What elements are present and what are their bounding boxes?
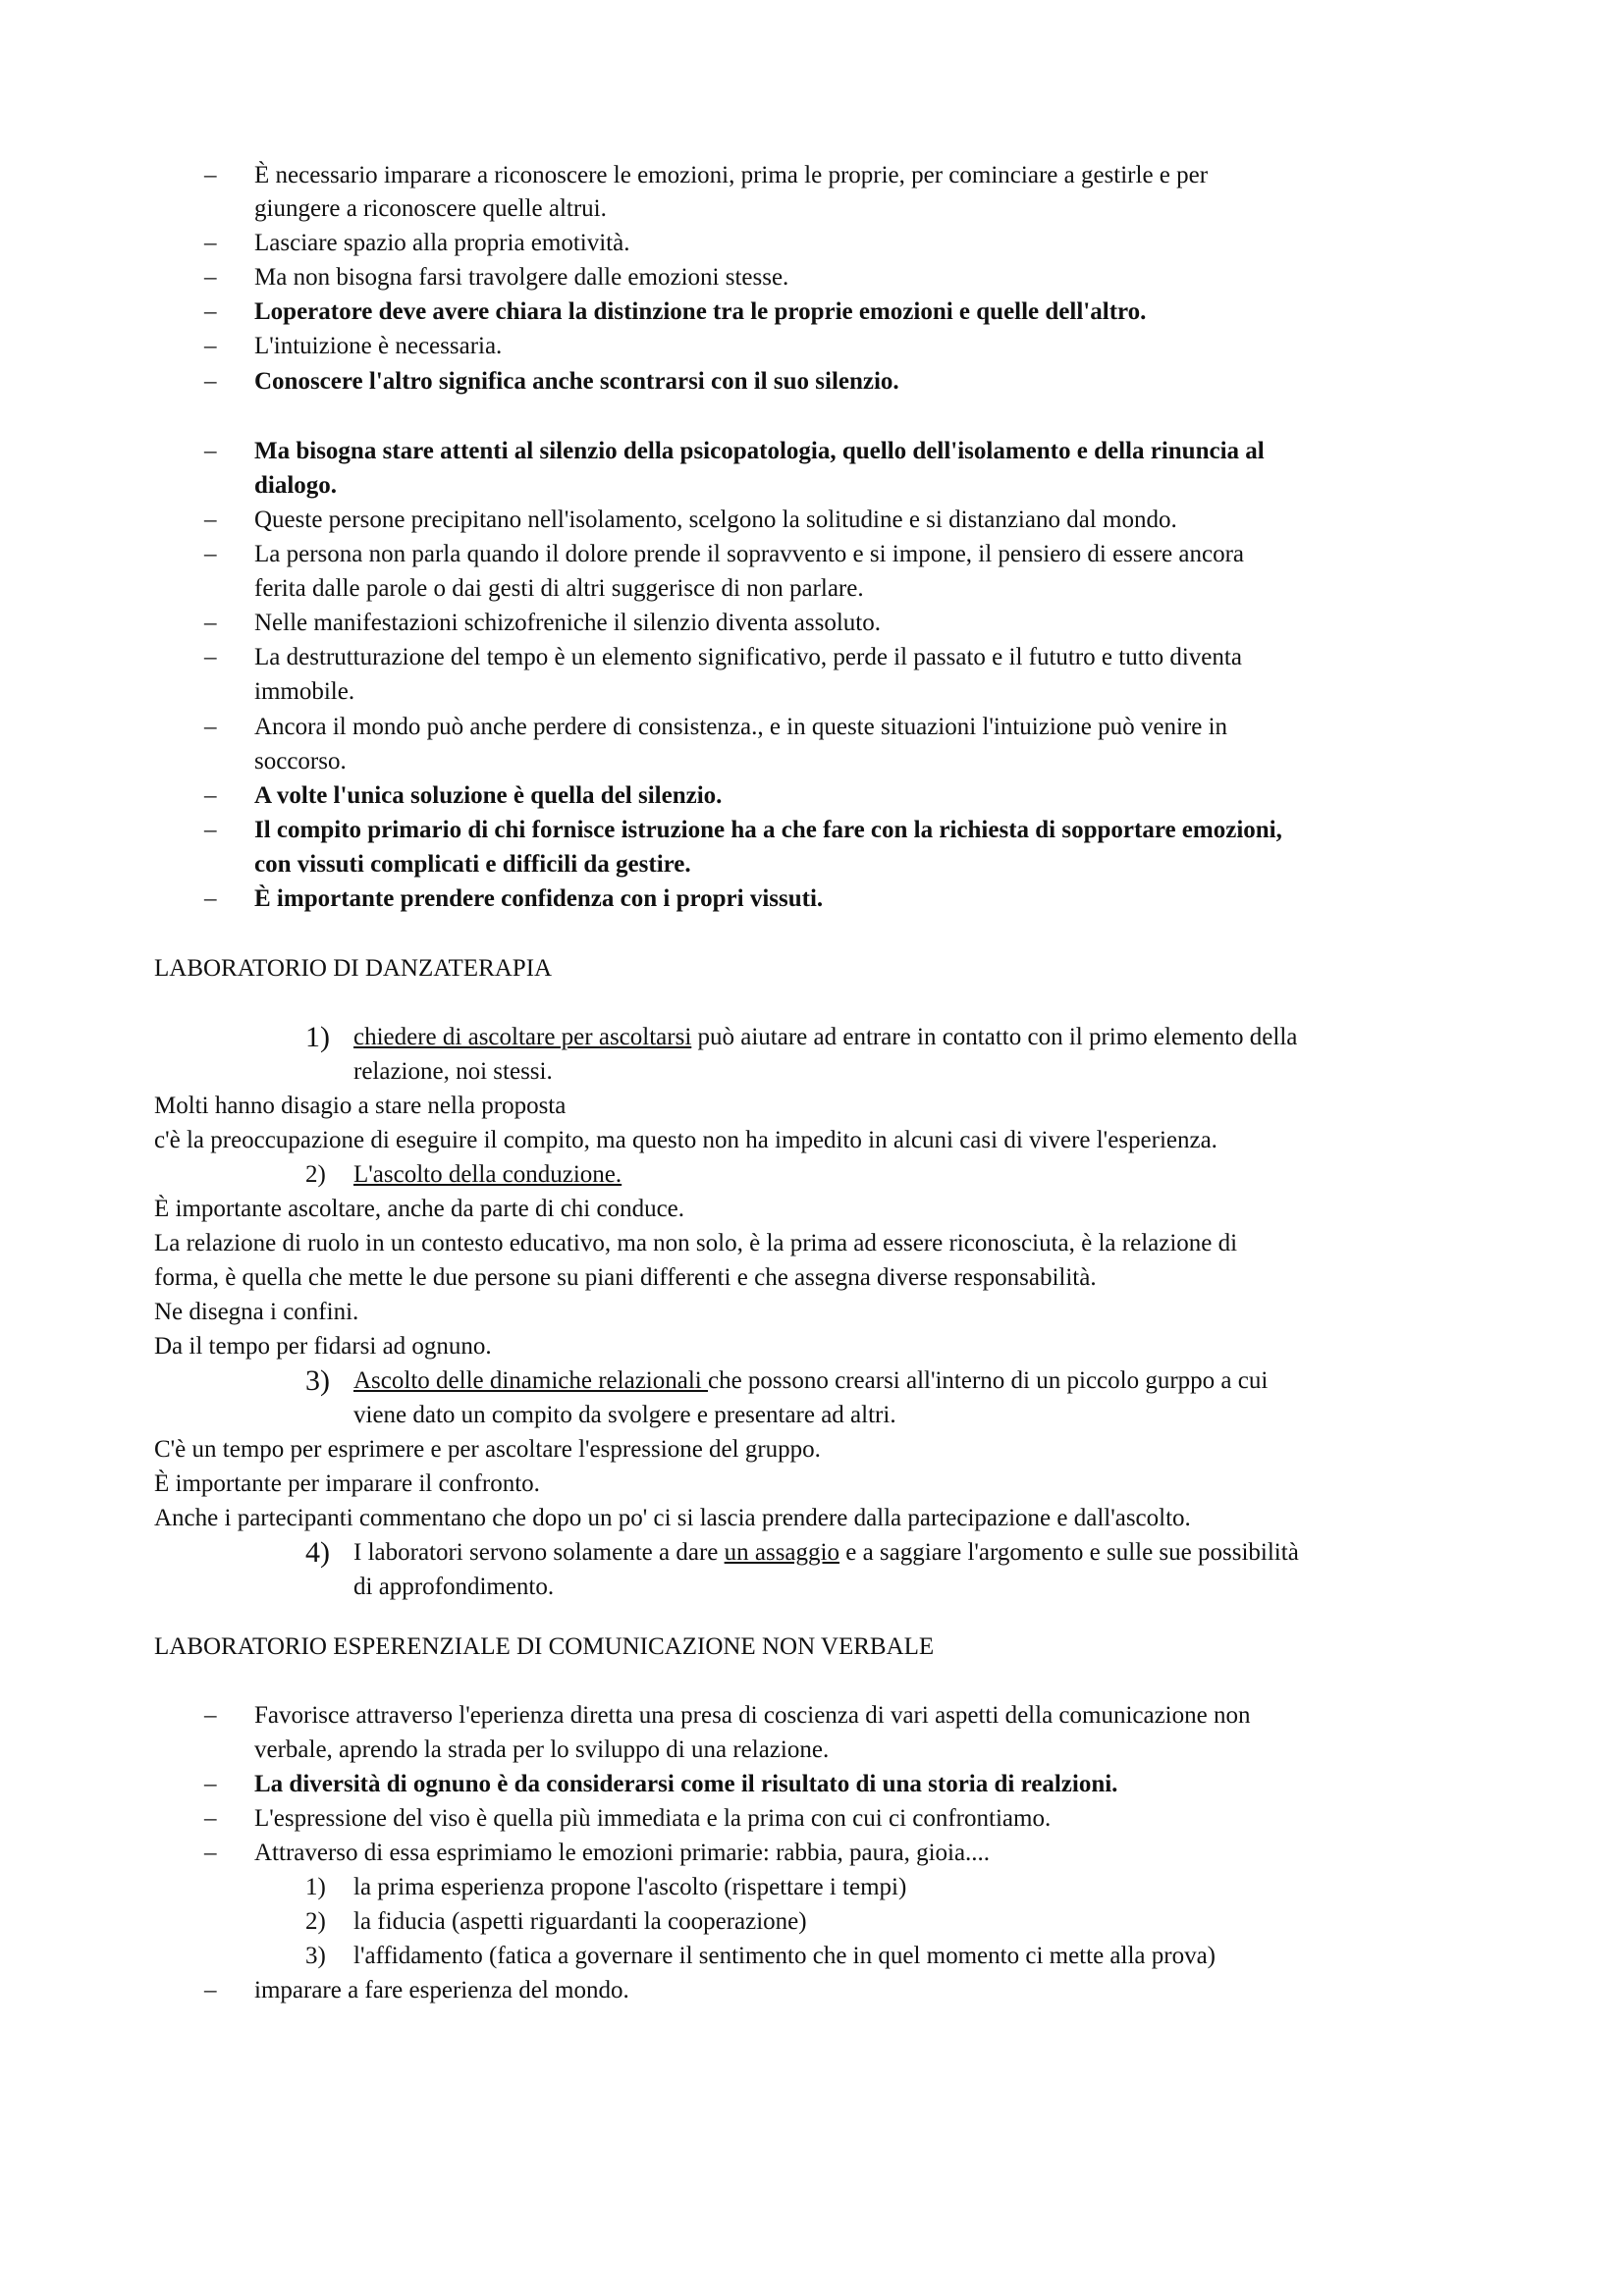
bullet-dash: –: [204, 1805, 217, 1832]
list-item-line-bold: È importante prendere confidenza con i propri vissuti.: [254, 885, 824, 912]
section-heading: LABORATORIO ESPERENZIALE DI COMUNICAZIONE NON VERBALE: [154, 1633, 935, 1660]
paragraph-line: Ne disegna i confini.: [154, 1299, 359, 1325]
item-text: e a saggiare l'argomento e sulle sue possibilità: [839, 1539, 1299, 1566]
numbered-item-line: viene dato un compito da svolgere e presentare ad altri.: [353, 1402, 896, 1428]
list-item-line-bold: La diversità di ognuno è da considerarsi come il risultato di una storia di realzioni.: [254, 1771, 1118, 1797]
bullet-dash: –: [204, 438, 217, 464]
bullet-dash: –: [204, 541, 217, 567]
list-number: 1): [305, 1021, 330, 1053]
underlined-phrase: Ascolto delle dinamiche relazionali: [353, 1367, 708, 1394]
list-item-line-bold: con vissuti complicati e difficili da gestire.: [254, 851, 691, 878]
list-item-line: imparare a fare esperienza del mondo.: [254, 1977, 629, 2003]
list-item-line: soccorso.: [254, 748, 347, 774]
list-item-line: Nelle manifestazioni schizofreniche il silenzio diventa assoluto.: [254, 610, 881, 636]
numbered-item-line: [353, 1021, 1297, 1054]
list-item-line: Lasciare spazio alla propria emotività.: [254, 230, 630, 256]
list-item-line: La destrutturazione del tempo è un elemento significativo, perde il passato e il fututro e tutto diventa: [254, 644, 1242, 670]
list-item-line: Ma non bisogna farsi travolgere dalle emozioni stesse.: [254, 264, 789, 291]
bullet-dash: –: [204, 507, 217, 533]
bullet-dash: –: [204, 782, 217, 809]
paragraph-line: c'è la preoccupazione di eseguire il compito, ma questo non ha impedito in alcuni casi di vivere l'esperienza.: [154, 1127, 1217, 1153]
list-item-line: L'intuizione è necessaria.: [254, 333, 503, 359]
list-number: 2): [305, 1161, 326, 1188]
list-number: 3): [305, 1364, 330, 1397]
bullet-dash: –: [204, 1840, 217, 1866]
list-item-line: La persona non parla quando il dolore prende il sopravvento e si impone, il pensiero di essere ancora: [254, 541, 1245, 567]
bullet-dash: –: [204, 333, 217, 359]
list-item-line: È necessario imparare a riconoscere le emozioni, prima le proprie, per cominciare a gestirle e per: [254, 162, 1209, 188]
bullet-dash: –: [204, 230, 217, 256]
paragraph-line: La relazione di ruolo in un contesto educativo, ma non solo, è la prima ad essere riconosciuta, è la relazione di: [154, 1230, 1238, 1256]
list-item-line-bold: Loperatore deve avere chiara la distinzione tra le proprie emozioni e quelle dell'altro.: [254, 298, 1147, 325]
bullet-dash: –: [204, 610, 217, 636]
list-item-line: Attraverso di essa esprimiamo le emozioni primarie: rabbia, paura, gioia....: [254, 1840, 991, 1866]
list-item-line: ferita dalle parole o dai gesti di altri suggerisce di non parlare.: [254, 575, 864, 602]
list-number: 2): [305, 1908, 326, 1935]
list-item-line: L'espressione del viso è quella più immediata e la prima con cui ci confrontiamo.: [254, 1805, 1052, 1832]
item-text: può aiutare ad entrare in contatto con il primo elemento della: [691, 1024, 1298, 1050]
list-item-line: verbale, aprendo la strada per lo sviluppo di una relazione.: [254, 1736, 830, 1763]
paragraph-line: È importante ascoltare, anche da parte di chi conduce.: [154, 1196, 685, 1222]
list-item-line: Ancora il mondo può anche perdere di consistenza., e in queste situazioni l'intuizione può venire in: [254, 714, 1228, 740]
numbered-item-line: relazione, noi stessi.: [353, 1058, 553, 1085]
bullet-dash: –: [204, 644, 217, 670]
underlined-phrase: L'ascolto della conduzione.: [353, 1161, 622, 1188]
list-item-line-bold: Conoscere l'altro significa anche scontrarsi con il suo silenzio.: [254, 368, 899, 395]
bullet-dash: –: [204, 264, 217, 291]
bullet-dash: –: [204, 1977, 217, 2003]
paragraph-line: Anche i partecipanti commentano che dopo un po' ci si lascia prendere dalla partecipazione e dall'ascolto.: [154, 1505, 1191, 1531]
bullet-dash: –: [204, 714, 217, 740]
paragraph-line: Molti hanno disagio a stare nella proposta: [154, 1093, 567, 1119]
list-item-line-bold: Il compito primario di chi fornisce istruzione ha a che fare con la richiesta di sopportare emozioni,: [254, 817, 1282, 843]
list-number: 4): [305, 1536, 330, 1569]
list-item-line: immobile.: [254, 678, 355, 705]
paragraph-line: È importante per imparare il confronto.: [154, 1470, 540, 1497]
underlined-phrase: chiedere di ascoltare per ascoltarsi: [353, 1024, 692, 1050]
list-item-line-bold: Ma bisogna stare attenti al silenzio della psicopatologia, quello dell'isolamento e della rinuncia al: [254, 438, 1265, 464]
section-heading: LABORATORIO DI DANZATERAPIA: [154, 955, 553, 982]
bullet-dash: –: [204, 162, 217, 188]
list-item-line-bold: A volte l'unica soluzione è quella del silenzio.: [254, 782, 723, 809]
bullet-dash: –: [204, 1771, 217, 1797]
list-item-line: Queste persone precipitano nell'isolamento, scelgono la solitudine e si distanziano dal mondo.: [254, 507, 1177, 533]
underlined-phrase: un assaggio: [724, 1539, 839, 1566]
paragraph-line: forma, è quella che mette le due persone su piani differenti e che assegna diverse responsabilità.: [154, 1264, 1097, 1291]
bullet-dash: –: [204, 885, 217, 912]
numbered-item-line: [353, 1364, 1268, 1398]
numbered-item-line: la fiducia (aspetti riguardanti la cooperazione): [353, 1908, 807, 1935]
numbered-item-line: di approfondimento.: [353, 1574, 555, 1600]
list-item-line: giungere a riconoscere quelle altrui.: [254, 195, 607, 222]
bullet-dash: –: [204, 298, 217, 325]
paragraph-line: C'è un tempo per esprimere e per ascoltare l'espressione del gruppo.: [154, 1436, 821, 1463]
item-text: che possono crearsi all'interno di un piccolo gurppo a cui: [707, 1367, 1269, 1394]
list-number: 1): [305, 1874, 326, 1900]
bullet-dash: –: [204, 1702, 217, 1729]
bullet-dash: –: [204, 817, 217, 843]
bullet-dash: –: [204, 368, 217, 395]
list-number: 3): [305, 1943, 326, 1969]
item-text: I laboratori servono solamente a dare: [353, 1539, 725, 1566]
numbered-item-line: la prima esperienza propone l'ascolto (rispettare i tempi): [353, 1874, 907, 1900]
paragraph-line: Da il tempo per fidarsi ad ognuno.: [154, 1333, 492, 1360]
numbered-item-line: [353, 1536, 1299, 1570]
list-item-line: Favorisce attraverso l'eperienza diretta una presa di coscienza di vari aspetti della comunicazione non: [254, 1702, 1251, 1729]
numbered-item-line: l'affidamento (fatica a governare il sentimento che in quel momento ci mette alla prova): [353, 1943, 1217, 1969]
list-item-line-bold: dialogo.: [254, 472, 338, 499]
